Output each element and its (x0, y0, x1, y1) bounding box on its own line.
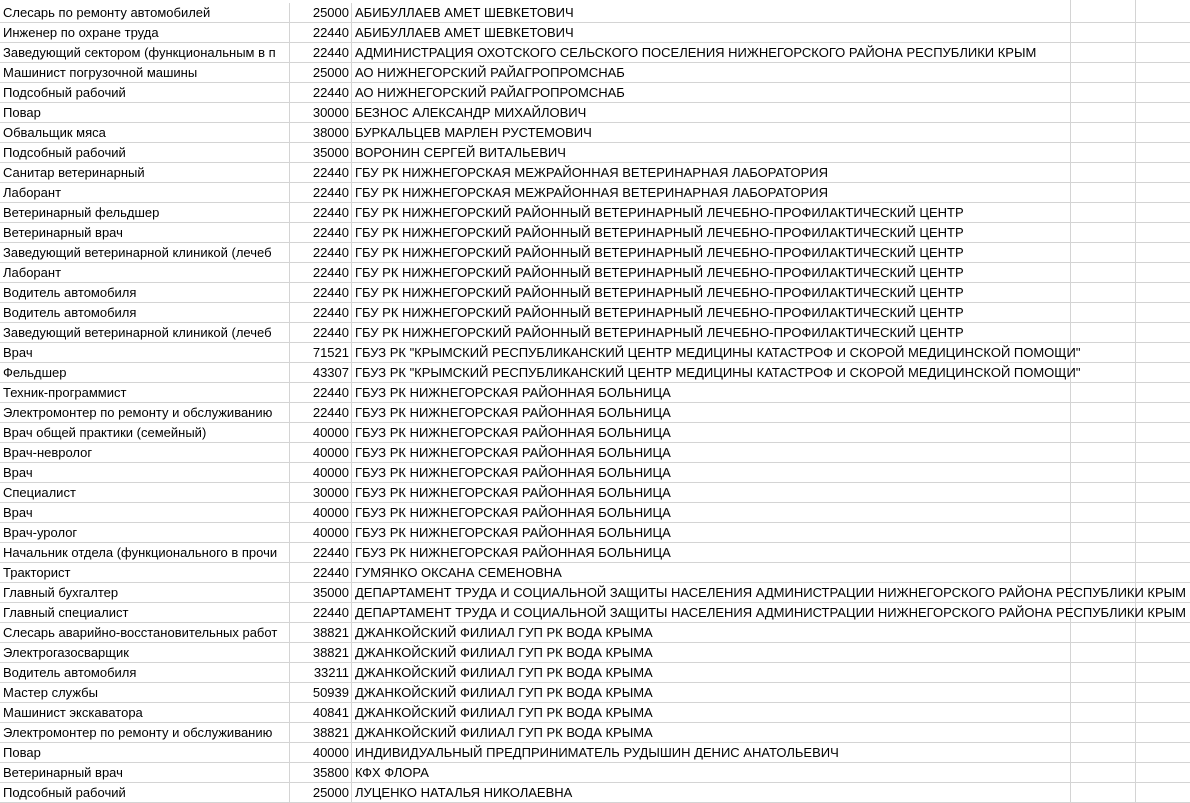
table-row (0, 383, 1190, 403)
cell-organization[interactable]: ДЖАНКОЙСКИЙ ФИЛИАЛ ГУП РК ВОДА КРЫМА (355, 665, 653, 680)
cell-organization[interactable]: ГБУ РК НИЖНЕГОРСКАЯ МЕЖРАЙОННАЯ ВЕТЕРИНАРНАЯ ЛАБОРАТОРИЯ (355, 185, 829, 200)
cell-organization[interactable]: ГБУ РК НИЖНЕГОРСКИЙ РАЙОННЫЙ ВЕТЕРИНАРНЫЙ ЛЕЧЕБНО-ПРОФИЛАКТИЧЕСКИЙ ЦЕНТР (355, 285, 964, 300)
cell-organization[interactable]: ДЖАНКОЙСКИЙ ФИЛИАЛ ГУП РК ВОДА КРЫМА (355, 625, 653, 640)
cell-job-title[interactable]: Врач (0, 343, 290, 362)
cell-salary[interactable]: 33211 (290, 663, 352, 682)
cell-salary[interactable]: 35000 (290, 143, 352, 162)
cell-salary[interactable]: 35800 (290, 763, 352, 782)
cell-organization[interactable]: ГБУЗ РК "КРЫМСКИЙ РЕСПУБЛИКАНСКИЙ ЦЕНТР МЕДИЦИНЫ КАТАСТРОФ И СКОРОЙ МЕДИЦИНСКОЙ ПОМОЩИ" (355, 345, 1081, 360)
table-row (0, 443, 1190, 463)
cell-salary[interactable]: 22440 (290, 283, 352, 302)
cell-salary[interactable]: 22440 (290, 383, 352, 402)
cell-job-title[interactable]: Слесарь аварийно-восстановительных работ (0, 623, 290, 642)
table-row (0, 483, 1190, 503)
cell-organization[interactable]: ГБУЗ РК НИЖНЕГОРСКАЯ РАЙОННАЯ БОЛЬНИЦА (355, 545, 671, 560)
cell-job-title[interactable]: Машинист экскаватора (0, 703, 290, 722)
table-row (0, 103, 1190, 123)
cell-organization[interactable]: ДЖАНКОЙСКИЙ ФИЛИАЛ ГУП РК ВОДА КРЫМА (355, 705, 653, 720)
cell-salary[interactable]: 22440 (290, 303, 352, 322)
table-row (0, 183, 1190, 203)
table-row (0, 303, 1190, 323)
cell-salary[interactable]: 43307 (290, 363, 352, 382)
table-row (0, 623, 1190, 643)
cell-organization[interactable]: ГБУЗ РК НИЖНЕГОРСКАЯ РАЙОННАЯ БОЛЬНИЦА (355, 465, 671, 480)
cell-salary[interactable]: 22440 (290, 263, 352, 282)
cell-organization[interactable]: ГБУ РК НИЖНЕГОРСКИЙ РАЙОННЫЙ ВЕТЕРИНАРНЫЙ ЛЕЧЕБНО-ПРОФИЛАКТИЧЕСКИЙ ЦЕНТР (355, 265, 964, 280)
cell-salary[interactable]: 40000 (290, 463, 352, 482)
cell-salary[interactable]: 22440 (290, 603, 352, 622)
table-row (0, 363, 1190, 383)
cell-job-title[interactable]: Врач общей практики (семейный) (0, 423, 290, 442)
cell-salary[interactable]: 40000 (290, 503, 352, 522)
cell-organization[interactable]: ГБУ РК НИЖНЕГОРСКИЙ РАЙОННЫЙ ВЕТЕРИНАРНЫЙ ЛЕЧЕБНО-ПРОФИЛАКТИЧЕСКИЙ ЦЕНТР (355, 205, 964, 220)
cell-job-title[interactable]: Слесарь по ремонту автомобилей (0, 3, 290, 22)
cell-organization[interactable]: АО НИЖНЕГОРСКИЙ РАЙАГРОПРОМСНАБ (355, 85, 625, 100)
cell-organization[interactable]: ДЕПАРТАМЕНТ ТРУДА И СОЦИАЛЬНОЙ ЗАЩИТЫ НАСЕЛЕНИЯ АДМИНИСТРАЦИИ НИЖНЕГОРСКОГО РАЙОНА РЕСПУБЛИКИ КРЫМ (355, 585, 1187, 600)
table-row (0, 543, 1190, 563)
cell-job-title[interactable]: Ветеринарный врач (0, 763, 290, 782)
cell-organization[interactable]: ГБУ РК НИЖНЕГОРСКИЙ РАЙОННЫЙ ВЕТЕРИНАРНЫЙ ЛЕЧЕБНО-ПРОФИЛАКТИЧЕСКИЙ ЦЕНТР (355, 225, 964, 240)
cell-organization[interactable]: КФХ ФЛОРА (355, 765, 429, 780)
cell-job-title[interactable]: Повар (0, 103, 290, 122)
cell-organization[interactable]: ГБУЗ РК НИЖНЕГОРСКАЯ РАЙОННАЯ БОЛЬНИЦА (355, 385, 671, 400)
cell-salary[interactable]: 35000 (290, 583, 352, 602)
cell-salary[interactable]: 22440 (290, 43, 352, 62)
cell-salary[interactable]: 22440 (290, 323, 352, 342)
table-row (0, 243, 1190, 263)
table-row (0, 23, 1190, 43)
cell-job-title[interactable]: Повар (0, 743, 290, 762)
cell-job-title[interactable]: Машинист погрузочной машины (0, 63, 290, 82)
cell-salary[interactable]: 30000 (290, 483, 352, 502)
cell-job-title[interactable]: Обвальщик мяса (0, 123, 290, 142)
table-row (0, 503, 1190, 523)
cell-job-title[interactable]: Заведующий ветеринарной клиникой (лечеб (0, 243, 290, 262)
table-row (0, 283, 1190, 303)
table-row (0, 523, 1190, 543)
table-row (0, 203, 1190, 223)
table-row (0, 83, 1190, 103)
table-row (0, 323, 1190, 343)
cell-organization[interactable]: ДЕПАРТАМЕНТ ТРУДА И СОЦИАЛЬНОЙ ЗАЩИТЫ НАСЕЛЕНИЯ АДМИНИСТРАЦИИ НИЖНЕГОРСКОГО РАЙОНА РЕСПУБЛИКИ КРЫМ (355, 605, 1187, 620)
cell-job-title[interactable]: Врач-уролог (0, 523, 290, 542)
table-row (0, 163, 1190, 183)
table-row (0, 663, 1190, 683)
cell-job-title[interactable]: Инженер по охране труда (0, 23, 290, 42)
cell-salary[interactable]: 40841 (290, 703, 352, 722)
cell-salary[interactable]: 22440 (290, 543, 352, 562)
cell-organization[interactable]: ГБУЗ РК НИЖНЕГОРСКАЯ РАЙОННАЯ БОЛЬНИЦА (355, 445, 671, 460)
cell-salary[interactable]: 22440 (290, 83, 352, 102)
cell-organization[interactable]: ЛУЦЕНКО НАТАЛЬЯ НИКОЛАЕВНА (355, 785, 573, 800)
table-row (0, 463, 1190, 483)
cell-organization[interactable]: ГБУЗ РК НИЖНЕГОРСКАЯ РАЙОННАЯ БОЛЬНИЦА (355, 505, 671, 520)
cell-job-title[interactable]: Тракторист (0, 563, 290, 582)
cell-organization[interactable]: ГБУ РК НИЖНЕГОРСКАЯ МЕЖРАЙОННАЯ ВЕТЕРИНАРНАЯ ЛАБОРАТОРИЯ (355, 165, 829, 180)
cell-salary[interactable]: 25000 (290, 783, 352, 802)
cell-job-title[interactable]: Лаборант (0, 183, 290, 202)
cell-salary[interactable]: 22440 (290, 203, 352, 222)
cell-organization[interactable]: АБИБУЛЛАЕВ АМЕТ ШЕВКЕТОВИЧ (355, 25, 574, 40)
cell-job-title[interactable]: Главный бухгалтер (0, 583, 290, 602)
table-row (0, 783, 1190, 803)
cell-organization[interactable]: ВОРОНИН СЕРГЕЙ ВИТАЛЬЕВИЧ (355, 145, 566, 160)
table-row (0, 643, 1190, 663)
cell-organization[interactable]: ГБУ РК НИЖНЕГОРСКИЙ РАЙОННЫЙ ВЕТЕРИНАРНЫЙ ЛЕЧЕБНО-ПРОФИЛАКТИЧЕСКИЙ ЦЕНТР (355, 305, 964, 320)
cell-job-title[interactable]: Подсобный рабочий (0, 83, 290, 102)
table-row (0, 143, 1190, 163)
cell-job-title[interactable]: Электромонтер по ремонту и обслуживанию (0, 403, 290, 422)
cell-organization[interactable]: ГБУЗ РК "КРЫМСКИЙ РЕСПУБЛИКАНСКИЙ ЦЕНТР МЕДИЦИНЫ КАТАСТРОФ И СКОРОЙ МЕДИЦИНСКОЙ ПОМОЩИ" (355, 365, 1081, 380)
cell-organization[interactable]: ГУМЯНКО ОКСАНА СЕМЕНОВНА (355, 565, 562, 580)
table-row (0, 3, 1190, 23)
cell-salary[interactable]: 38821 (290, 643, 352, 662)
cell-organization[interactable]: ДЖАНКОЙСКИЙ ФИЛИАЛ ГУП РК ВОДА КРЫМА (355, 685, 653, 700)
cell-job-title[interactable]: Специалист (0, 483, 290, 502)
cell-salary[interactable]: 38821 (290, 623, 352, 642)
cell-job-title[interactable]: Врач (0, 463, 290, 482)
table-row (0, 423, 1190, 443)
table-row (0, 603, 1190, 623)
cell-salary[interactable]: 22440 (290, 163, 352, 182)
cell-salary[interactable]: 22440 (290, 183, 352, 202)
cell-salary[interactable]: 50939 (290, 683, 352, 702)
cell-organization[interactable]: АБИБУЛЛАЕВ АМЕТ ШЕВКЕТОВИЧ (355, 5, 574, 20)
cell-job-title[interactable]: Водитель автомобиля (0, 663, 290, 682)
cell-organization[interactable]: ГБУ РК НИЖНЕГОРСКИЙ РАЙОННЫЙ ВЕТЕРИНАРНЫЙ ЛЕЧЕБНО-ПРОФИЛАКТИЧЕСКИЙ ЦЕНТР (355, 245, 964, 260)
cell-organization[interactable]: ИНДИВИДУАЛЬНЫЙ ПРЕДПРИНИМАТЕЛЬ РУДЫШИН ДЕНИС АНАТОЛЬЕВИЧ (355, 745, 839, 760)
table-row (0, 263, 1190, 283)
table-row (0, 583, 1190, 603)
cell-job-title[interactable]: Главный специалист (0, 603, 290, 622)
table-row (0, 343, 1190, 363)
table-row (0, 223, 1190, 243)
cell-job-title[interactable]: Врач (0, 503, 290, 522)
cell-salary[interactable]: 22440 (290, 243, 352, 262)
cell-job-title[interactable]: Заведующий сектором (функциональным в п (0, 43, 290, 62)
cell-job-title[interactable]: Электромонтер по ремонту и обслуживанию (0, 723, 290, 742)
cell-job-title[interactable]: Мастер службы (0, 683, 290, 702)
cell-job-title[interactable]: Санитар ветеринарный (0, 163, 290, 182)
cell-salary[interactable]: 22440 (290, 223, 352, 242)
cell-organization[interactable]: АДМИНИСТРАЦИЯ ОХОТСКОГО СЕЛЬСКОГО ПОСЕЛЕНИЯ НИЖНЕГОРСКОГО РАЙОНА РЕСПУБЛИКИ КРЫМ (355, 45, 1037, 60)
cell-salary[interactable]: 38821 (290, 723, 352, 742)
cell-job-title[interactable]: Врач-невролог (0, 443, 290, 462)
cell-job-title[interactable]: Водитель автомобиля (0, 283, 290, 302)
cell-salary[interactable]: 22440 (290, 403, 352, 422)
cell-salary[interactable]: 30000 (290, 103, 352, 122)
cell-salary[interactable]: 71521 (290, 343, 352, 362)
cell-salary[interactable]: 38000 (290, 123, 352, 142)
table-row (0, 403, 1190, 423)
cell-organization[interactable]: БУРКАЛЬЦЕВ МАРЛЕН РУСТЕМОВИЧ (355, 125, 592, 140)
table-row (0, 763, 1190, 783)
cell-job-title[interactable]: Лаборант (0, 263, 290, 282)
cell-organization[interactable]: ГБУЗ РК НИЖНЕГОРСКАЯ РАЙОННАЯ БОЛЬНИЦА (355, 485, 671, 500)
cell-salary[interactable]: 22440 (290, 563, 352, 582)
cell-job-title[interactable]: Заведующий ветеринарной клиникой (лечеб (0, 323, 290, 342)
cell-job-title[interactable]: Подсобный рабочий (0, 143, 290, 162)
table-row (0, 43, 1190, 63)
cell-organization[interactable]: ДЖАНКОЙСКИЙ ФИЛИАЛ ГУП РК ВОДА КРЫМА (355, 645, 653, 660)
table-row (0, 123, 1190, 143)
cell-salary[interactable]: 40000 (290, 523, 352, 542)
cell-salary[interactable]: 25000 (290, 63, 352, 82)
cell-organization[interactable]: ДЖАНКОЙСКИЙ ФИЛИАЛ ГУП РК ВОДА КРЫМА (355, 725, 653, 740)
cell-salary[interactable]: 40000 (290, 743, 352, 762)
table-row (0, 703, 1190, 723)
cell-organization[interactable]: ГБУЗ РК НИЖНЕГОРСКАЯ РАЙОННАЯ БОЛЬНИЦА (355, 425, 671, 440)
cell-salary[interactable]: 22440 (290, 23, 352, 42)
cell-organization[interactable]: ГБУЗ РК НИЖНЕГОРСКАЯ РАЙОННАЯ БОЛЬНИЦА (355, 525, 671, 540)
cell-salary[interactable]: 40000 (290, 443, 352, 462)
cell-job-title[interactable]: Электрогазосварщик (0, 643, 290, 662)
cell-salary[interactable]: 40000 (290, 423, 352, 442)
cell-organization[interactable]: БЕЗНОС АЛЕКСАНДР МИХАЙЛОВИЧ (355, 105, 587, 120)
table-row (0, 683, 1190, 703)
cell-job-title[interactable]: Ветеринарный врач (0, 223, 290, 242)
cell-job-title[interactable]: Фельдшер (0, 363, 290, 382)
cell-organization[interactable]: ГБУЗ РК НИЖНЕГОРСКАЯ РАЙОННАЯ БОЛЬНИЦА (355, 405, 671, 420)
cell-job-title[interactable]: Водитель автомобиля (0, 303, 290, 322)
cell-salary[interactable]: 25000 (290, 3, 352, 22)
cell-job-title[interactable]: Начальник отдела (функционального в прочи (0, 543, 290, 562)
cell-job-title[interactable]: Ветеринарный фельдшер (0, 203, 290, 222)
cell-job-title[interactable]: Подсобный рабочий (0, 783, 290, 802)
table-row (0, 63, 1190, 83)
cell-job-title[interactable]: Техник-программист (0, 383, 290, 402)
table-row (0, 563, 1190, 583)
cell-organization[interactable]: АО НИЖНЕГОРСКИЙ РАЙАГРОПРОМСНАБ (355, 65, 625, 80)
table-row (0, 723, 1190, 743)
table-row (0, 743, 1190, 763)
cell-organization[interactable]: ГБУ РК НИЖНЕГОРСКИЙ РАЙОННЫЙ ВЕТЕРИНАРНЫЙ ЛЕЧЕБНО-ПРОФИЛАКТИЧЕСКИЙ ЦЕНТР (355, 325, 964, 340)
